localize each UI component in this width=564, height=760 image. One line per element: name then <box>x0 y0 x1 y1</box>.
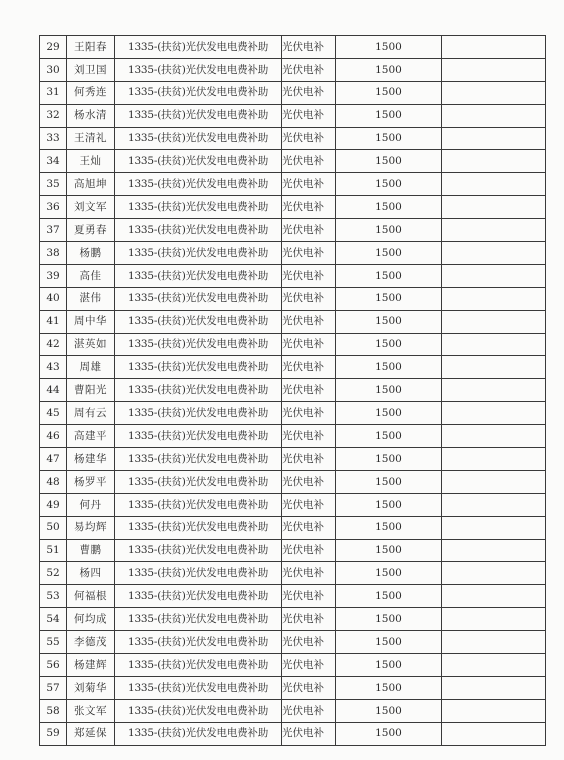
table-row <box>40 310 546 333</box>
name-cell: 周中华 <box>67 310 115 333</box>
remark-cell <box>442 585 546 608</box>
category-cell: 光伏电补 <box>282 104 336 127</box>
row-number-cell: 46 <box>40 425 67 448</box>
remark-cell <box>442 608 546 631</box>
category-cell: 光伏电补 <box>282 58 336 81</box>
name-cell: 易均辉 <box>67 516 115 539</box>
subsidy-item-cell: 1335-(扶贫)光伏发电电费补助 <box>115 58 282 81</box>
row-number-cell: 45 <box>40 402 67 425</box>
row-number-cell: 34 <box>40 150 67 173</box>
name-cell: 湛英如 <box>67 333 115 356</box>
amount-cell: 1500 <box>336 539 442 562</box>
amount-cell: 1500 <box>336 127 442 150</box>
amount-cell: 1500 <box>336 722 442 745</box>
remark-cell <box>442 173 546 196</box>
amount-cell: 1500 <box>336 219 442 242</box>
row-number-cell: 41 <box>40 310 67 333</box>
subsidy-item-cell: 1335-(扶贫)光伏发电电费补助 <box>115 173 282 196</box>
category-cell: 光伏电补 <box>282 448 336 471</box>
remark-cell <box>442 379 546 402</box>
name-cell: 郑延保 <box>67 722 115 745</box>
remark-cell <box>442 425 546 448</box>
amount-cell: 1500 <box>336 425 442 448</box>
category-cell: 光伏电补 <box>282 493 336 516</box>
amount-cell: 1500 <box>336 631 442 654</box>
row-number-cell: 37 <box>40 219 67 242</box>
category-cell: 光伏电补 <box>282 81 336 104</box>
remark-cell <box>442 493 546 516</box>
subsidy-item-cell: 1335-(扶贫)光伏发电电费补助 <box>115 333 282 356</box>
name-cell: 杨水清 <box>67 104 115 127</box>
row-number-cell: 49 <box>40 493 67 516</box>
remark-cell <box>442 58 546 81</box>
subsidy-item-cell: 1335-(扶贫)光伏发电电费补助 <box>115 722 282 745</box>
subsidy-item-cell: 1335-(扶贫)光伏发电电费补助 <box>115 539 282 562</box>
table-row <box>40 585 546 608</box>
subsidy-item-cell: 1335-(扶贫)光伏发电电费补助 <box>115 402 282 425</box>
subsidy-item-cell: 1335-(扶贫)光伏发电电费补助 <box>115 310 282 333</box>
row-number-cell: 57 <box>40 676 67 699</box>
remark-cell <box>442 264 546 287</box>
row-number-cell: 56 <box>40 654 67 677</box>
amount-cell: 1500 <box>336 585 442 608</box>
subsidy-item-cell: 1335-(扶贫)光伏发电电费补助 <box>115 287 282 310</box>
name-cell: 曹阳光 <box>67 379 115 402</box>
amount-cell: 1500 <box>336 173 442 196</box>
category-cell: 光伏电补 <box>282 379 336 402</box>
amount-cell: 1500 <box>336 333 442 356</box>
remark-cell <box>442 104 546 127</box>
subsidy-item-cell: 1335-(扶贫)光伏发电电费补助 <box>115 36 282 59</box>
row-number-cell: 29 <box>40 36 67 59</box>
remark-cell <box>442 287 546 310</box>
amount-cell: 1500 <box>336 402 442 425</box>
amount-cell: 1500 <box>336 493 442 516</box>
remark-cell <box>442 333 546 356</box>
table-row <box>40 127 546 150</box>
row-number-cell: 59 <box>40 722 67 745</box>
name-cell: 张文军 <box>67 699 115 722</box>
remark-cell <box>442 676 546 699</box>
category-cell: 光伏电补 <box>282 425 336 448</box>
remark-cell <box>442 699 546 722</box>
subsidy-item-cell: 1335-(扶贫)光伏发电电费补助 <box>115 493 282 516</box>
remark-cell <box>442 242 546 265</box>
table-row <box>40 81 546 104</box>
category-cell: 光伏电补 <box>282 196 336 219</box>
category-cell: 光伏电补 <box>282 242 336 265</box>
row-number-cell: 42 <box>40 333 67 356</box>
subsidy-item-cell: 1335-(扶贫)光伏发电电费补助 <box>115 608 282 631</box>
table-row <box>40 699 546 722</box>
row-number-cell: 38 <box>40 242 67 265</box>
amount-cell: 1500 <box>336 654 442 677</box>
subsidy-item-cell: 1335-(扶贫)光伏发电电费补助 <box>115 81 282 104</box>
table-row <box>40 104 546 127</box>
remark-cell <box>442 150 546 173</box>
name-cell: 周有云 <box>67 402 115 425</box>
name-cell: 湛伟 <box>67 287 115 310</box>
name-cell: 杨鹏 <box>67 242 115 265</box>
name-cell: 王清礼 <box>67 127 115 150</box>
subsidy-item-cell: 1335-(扶贫)光伏发电电费补助 <box>115 654 282 677</box>
amount-cell: 1500 <box>336 196 442 219</box>
category-cell: 光伏电补 <box>282 562 336 585</box>
row-number-cell: 52 <box>40 562 67 585</box>
subsidy-item-cell: 1335-(扶贫)光伏发电电费补助 <box>115 699 282 722</box>
subsidy-item-cell: 1335-(扶贫)光伏发电电费补助 <box>115 562 282 585</box>
category-cell: 光伏电补 <box>282 356 336 379</box>
name-cell: 高旭坤 <box>67 173 115 196</box>
table-row <box>40 264 546 287</box>
table-row <box>40 287 546 310</box>
row-number-cell: 39 <box>40 264 67 287</box>
name-cell: 高佳 <box>67 264 115 287</box>
name-cell: 王阳春 <box>67 36 115 59</box>
table-row <box>40 493 546 516</box>
category-cell: 光伏电补 <box>282 654 336 677</box>
subsidy-item-cell: 1335-(扶贫)光伏发电电费补助 <box>115 379 282 402</box>
amount-cell: 1500 <box>336 104 442 127</box>
amount-cell: 1500 <box>336 676 442 699</box>
category-cell: 光伏电补 <box>282 219 336 242</box>
row-number-cell: 50 <box>40 516 67 539</box>
amount-cell: 1500 <box>336 310 442 333</box>
remark-cell <box>442 631 546 654</box>
subsidy-item-cell: 1335-(扶贫)光伏发电电费补助 <box>115 448 282 471</box>
table-row <box>40 631 546 654</box>
remark-cell <box>442 539 546 562</box>
subsidy-item-cell: 1335-(扶贫)光伏发电电费补助 <box>115 127 282 150</box>
table-row <box>40 425 546 448</box>
subsidy-item-cell: 1335-(扶贫)光伏发电电费补助 <box>115 264 282 287</box>
subsidy-item-cell: 1335-(扶贫)光伏发电电费补助 <box>115 104 282 127</box>
category-cell: 光伏电补 <box>282 127 336 150</box>
table-row <box>40 402 546 425</box>
category-cell: 光伏电补 <box>282 699 336 722</box>
category-cell: 光伏电补 <box>282 470 336 493</box>
table-row <box>40 173 546 196</box>
category-cell: 光伏电补 <box>282 264 336 287</box>
row-number-cell: 31 <box>40 81 67 104</box>
category-cell: 光伏电补 <box>282 676 336 699</box>
subsidy-item-cell: 1335-(扶贫)光伏发电电费补助 <box>115 356 282 379</box>
table-row <box>40 676 546 699</box>
table-row <box>40 36 546 59</box>
table-body <box>40 36 546 746</box>
category-cell: 光伏电补 <box>282 516 336 539</box>
remark-cell <box>442 402 546 425</box>
table-row <box>40 219 546 242</box>
category-cell: 光伏电补 <box>282 36 336 59</box>
table-row <box>40 516 546 539</box>
category-cell: 光伏电补 <box>282 287 336 310</box>
remark-cell <box>442 219 546 242</box>
name-cell: 高建平 <box>67 425 115 448</box>
remark-cell <box>442 310 546 333</box>
category-cell: 光伏电补 <box>282 150 336 173</box>
remark-cell <box>442 562 546 585</box>
name-cell: 曹鹏 <box>67 539 115 562</box>
row-number-cell: 53 <box>40 585 67 608</box>
name-cell: 周雄 <box>67 356 115 379</box>
subsidy-item-cell: 1335-(扶贫)光伏发电电费补助 <box>115 585 282 608</box>
subsidy-item-cell: 1335-(扶贫)光伏发电电费补助 <box>115 242 282 265</box>
table-row <box>40 722 546 745</box>
row-number-cell: 32 <box>40 104 67 127</box>
subsidy-item-cell: 1335-(扶贫)光伏发电电费补助 <box>115 631 282 654</box>
amount-cell: 1500 <box>336 516 442 539</box>
amount-cell: 1500 <box>336 242 442 265</box>
category-cell: 光伏电补 <box>282 608 336 631</box>
table-row <box>40 448 546 471</box>
name-cell: 李德茂 <box>67 631 115 654</box>
remark-cell <box>442 196 546 219</box>
subsidy-item-cell: 1335-(扶贫)光伏发电电费补助 <box>115 196 282 219</box>
name-cell: 何福根 <box>67 585 115 608</box>
amount-cell: 1500 <box>336 81 442 104</box>
table-row <box>40 654 546 677</box>
name-cell: 何秀连 <box>67 81 115 104</box>
subsidy-item-cell: 1335-(扶贫)光伏发电电费补助 <box>115 676 282 699</box>
row-number-cell: 30 <box>40 58 67 81</box>
row-number-cell: 40 <box>40 287 67 310</box>
row-number-cell: 58 <box>40 699 67 722</box>
amount-cell: 1500 <box>336 36 442 59</box>
remark-cell <box>442 81 546 104</box>
table-row <box>40 333 546 356</box>
row-number-cell: 47 <box>40 448 67 471</box>
table-row <box>40 470 546 493</box>
subsidy-item-cell: 1335-(扶贫)光伏发电电费补助 <box>115 219 282 242</box>
row-number-cell: 44 <box>40 379 67 402</box>
row-number-cell: 36 <box>40 196 67 219</box>
name-cell: 夏勇春 <box>67 219 115 242</box>
remark-cell <box>442 722 546 745</box>
name-cell: 何均成 <box>67 608 115 631</box>
category-cell: 光伏电补 <box>282 539 336 562</box>
name-cell: 杨罗平 <box>67 470 115 493</box>
category-cell: 光伏电补 <box>282 722 336 745</box>
amount-cell: 1500 <box>336 150 442 173</box>
amount-cell: 1500 <box>336 608 442 631</box>
table-row <box>40 608 546 631</box>
row-number-cell: 43 <box>40 356 67 379</box>
table-row <box>40 58 546 81</box>
subsidy-item-cell: 1335-(扶贫)光伏发电电费补助 <box>115 516 282 539</box>
table-row <box>40 562 546 585</box>
name-cell: 杨建辉 <box>67 654 115 677</box>
table-row <box>40 356 546 379</box>
amount-cell: 1500 <box>336 58 442 81</box>
table-row <box>40 150 546 173</box>
amount-cell: 1500 <box>336 470 442 493</box>
remark-cell <box>442 356 546 379</box>
amount-cell: 1500 <box>336 287 442 310</box>
table-row <box>40 379 546 402</box>
subsidy-item-cell: 1335-(扶贫)光伏发电电费补助 <box>115 150 282 173</box>
row-number-cell: 35 <box>40 173 67 196</box>
category-cell: 光伏电补 <box>282 631 336 654</box>
name-cell: 杨建华 <box>67 448 115 471</box>
name-cell: 何丹 <box>67 493 115 516</box>
remark-cell <box>442 654 546 677</box>
subsidy-table <box>39 35 546 746</box>
remark-cell <box>442 36 546 59</box>
amount-cell: 1500 <box>336 379 442 402</box>
subsidy-item-cell: 1335-(扶贫)光伏发电电费补助 <box>115 470 282 493</box>
row-number-cell: 55 <box>40 631 67 654</box>
remark-cell <box>442 127 546 150</box>
remark-cell <box>442 470 546 493</box>
row-number-cell: 54 <box>40 608 67 631</box>
amount-cell: 1500 <box>336 264 442 287</box>
table-row <box>40 242 546 265</box>
category-cell: 光伏电补 <box>282 173 336 196</box>
name-cell: 王灿 <box>67 150 115 173</box>
amount-cell: 1500 <box>336 448 442 471</box>
row-number-cell: 51 <box>40 539 67 562</box>
name-cell: 刘文军 <box>67 196 115 219</box>
table-row <box>40 539 546 562</box>
name-cell: 杨四 <box>67 562 115 585</box>
amount-cell: 1500 <box>336 562 442 585</box>
category-cell: 光伏电补 <box>282 585 336 608</box>
table-row <box>40 196 546 219</box>
category-cell: 光伏电补 <box>282 310 336 333</box>
name-cell: 刘卫国 <box>67 58 115 81</box>
row-number-cell: 48 <box>40 470 67 493</box>
remark-cell <box>442 448 546 471</box>
name-cell: 刘菊华 <box>67 676 115 699</box>
amount-cell: 1500 <box>336 699 442 722</box>
row-number-cell: 33 <box>40 127 67 150</box>
amount-cell: 1500 <box>336 356 442 379</box>
category-cell: 光伏电补 <box>282 333 336 356</box>
category-cell: 光伏电补 <box>282 402 336 425</box>
subsidy-item-cell: 1335-(扶贫)光伏发电电费补助 <box>115 425 282 448</box>
remark-cell <box>442 516 546 539</box>
